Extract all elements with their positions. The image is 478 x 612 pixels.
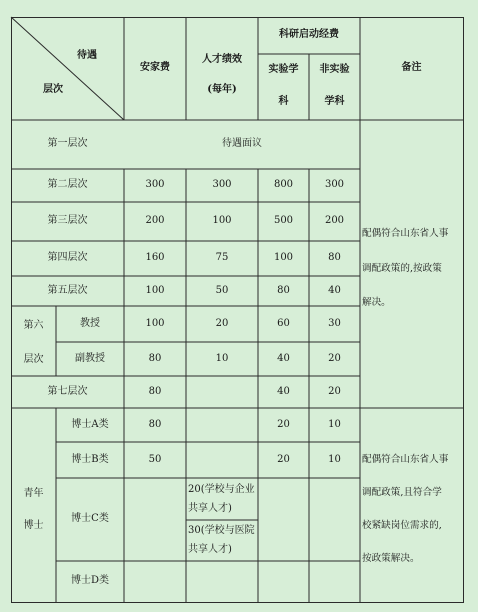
level5-anjia: 100 xyxy=(145,284,165,296)
level1-negotiable: 待遇面议 xyxy=(222,138,262,150)
professor-anjia: 100 xyxy=(145,317,165,329)
level4-exp: 100 xyxy=(273,252,294,264)
note-upper-line1: 配偶符合山东省人事 xyxy=(362,228,449,239)
level5-rencai: 50 xyxy=(215,284,229,296)
header-exp-line2: 科 xyxy=(278,95,289,107)
note-lower-line4: 按政策解决。 xyxy=(362,553,420,564)
professor-nonexp: 30 xyxy=(328,317,341,329)
header-anjia: 安家费 xyxy=(140,62,170,74)
row-label-level5: 第五层次 xyxy=(47,284,88,296)
level4-rencai: 75 xyxy=(215,252,229,264)
header-rencai-line2: (每年) xyxy=(207,83,237,95)
doctor-a-anjia: 80 xyxy=(148,418,162,430)
row-label-level2: 第二层次 xyxy=(47,179,88,191)
header-keyan: 科研启动经费 xyxy=(279,29,339,41)
level7-anjia: 80 xyxy=(148,385,162,397)
assoc-professor-anjia: 80 xyxy=(148,352,162,364)
doctor-b-anjia: 50 xyxy=(148,453,162,465)
doctor-b-exp: 20 xyxy=(277,453,290,465)
professor-exp: 60 xyxy=(277,317,290,329)
level5-nonexp: 40 xyxy=(328,284,341,296)
corner-header-bottom: 层次 xyxy=(43,83,63,95)
doctor-c-rencai-hospital: 30(学校与医院共享人才) xyxy=(188,525,255,555)
level7-nonexp: 20 xyxy=(328,385,341,397)
assoc-professor-exp: 40 xyxy=(277,352,290,364)
corner-header-top: 待遇 xyxy=(77,49,97,61)
level2-rencai: 300 xyxy=(212,179,232,191)
row-label-doctor-d: 博士D类 xyxy=(70,575,110,587)
header-exp-line1: 实验学 xyxy=(268,63,299,75)
level3-anjia: 200 xyxy=(145,215,165,227)
header-rencai-line1: 人才绩效 xyxy=(202,53,242,65)
note-lower-line2: 调配政策,且符合学 xyxy=(362,487,442,498)
assoc-professor-rencai: 10 xyxy=(215,352,229,364)
header-nonexp-line2: 学科 xyxy=(324,95,345,107)
row-label-level7: 第七层次 xyxy=(47,385,88,397)
level7-exp: 40 xyxy=(277,385,290,397)
level2-nonexp: 300 xyxy=(324,179,345,191)
level4-anjia: 160 xyxy=(145,252,165,264)
row-label-level4: 第四层次 xyxy=(47,252,88,264)
doctor-a-exp: 20 xyxy=(277,418,290,430)
note-upper-line3: 解决。 xyxy=(362,297,391,308)
level2-anjia: 300 xyxy=(145,179,165,191)
level3-rencai: 100 xyxy=(212,215,232,227)
level6-group-label-bottom: 层次 xyxy=(23,353,44,365)
row-label-doctor-b: 博士B类 xyxy=(71,453,109,465)
level5-exp: 80 xyxy=(277,284,290,296)
row-label-professor: 教授 xyxy=(80,317,100,329)
note-lower-line3: 校紧缺岗位需求的, xyxy=(362,520,442,531)
doctor-c-rencai-enterprise: 20(学校与企业共享人才) xyxy=(188,484,255,514)
note-lower-line1: 配偶符合山东省人事 xyxy=(362,454,449,465)
level3-exp: 500 xyxy=(273,215,294,227)
level6-group-label-top: 第六 xyxy=(23,319,44,331)
row-label-doctor-a: 博士A类 xyxy=(71,418,109,430)
note-upper-line2: 调配政策的,按政策 xyxy=(362,263,442,274)
row-label-doctor-c: 博士C类 xyxy=(71,513,109,525)
level3-nonexp: 200 xyxy=(324,215,345,227)
level2-exp: 800 xyxy=(273,179,294,191)
header-note: 备注 xyxy=(401,62,422,74)
doctor-a-nonexp: 10 xyxy=(328,418,341,430)
professor-rencai: 20 xyxy=(215,317,229,329)
youth-group-label-bottom: 博士 xyxy=(23,519,44,531)
header-nonexp-line1: 非实验 xyxy=(319,63,350,75)
row-label-level3: 第三层次 xyxy=(47,215,88,227)
level4-nonexp: 80 xyxy=(328,252,341,264)
doctor-b-nonexp: 10 xyxy=(328,453,341,465)
assoc-professor-nonexp: 20 xyxy=(328,352,341,364)
row-label-level1: 第一层次 xyxy=(47,138,88,150)
youth-group-label-top: 青年 xyxy=(23,487,44,499)
row-label-assoc-professor: 副教授 xyxy=(75,352,105,364)
